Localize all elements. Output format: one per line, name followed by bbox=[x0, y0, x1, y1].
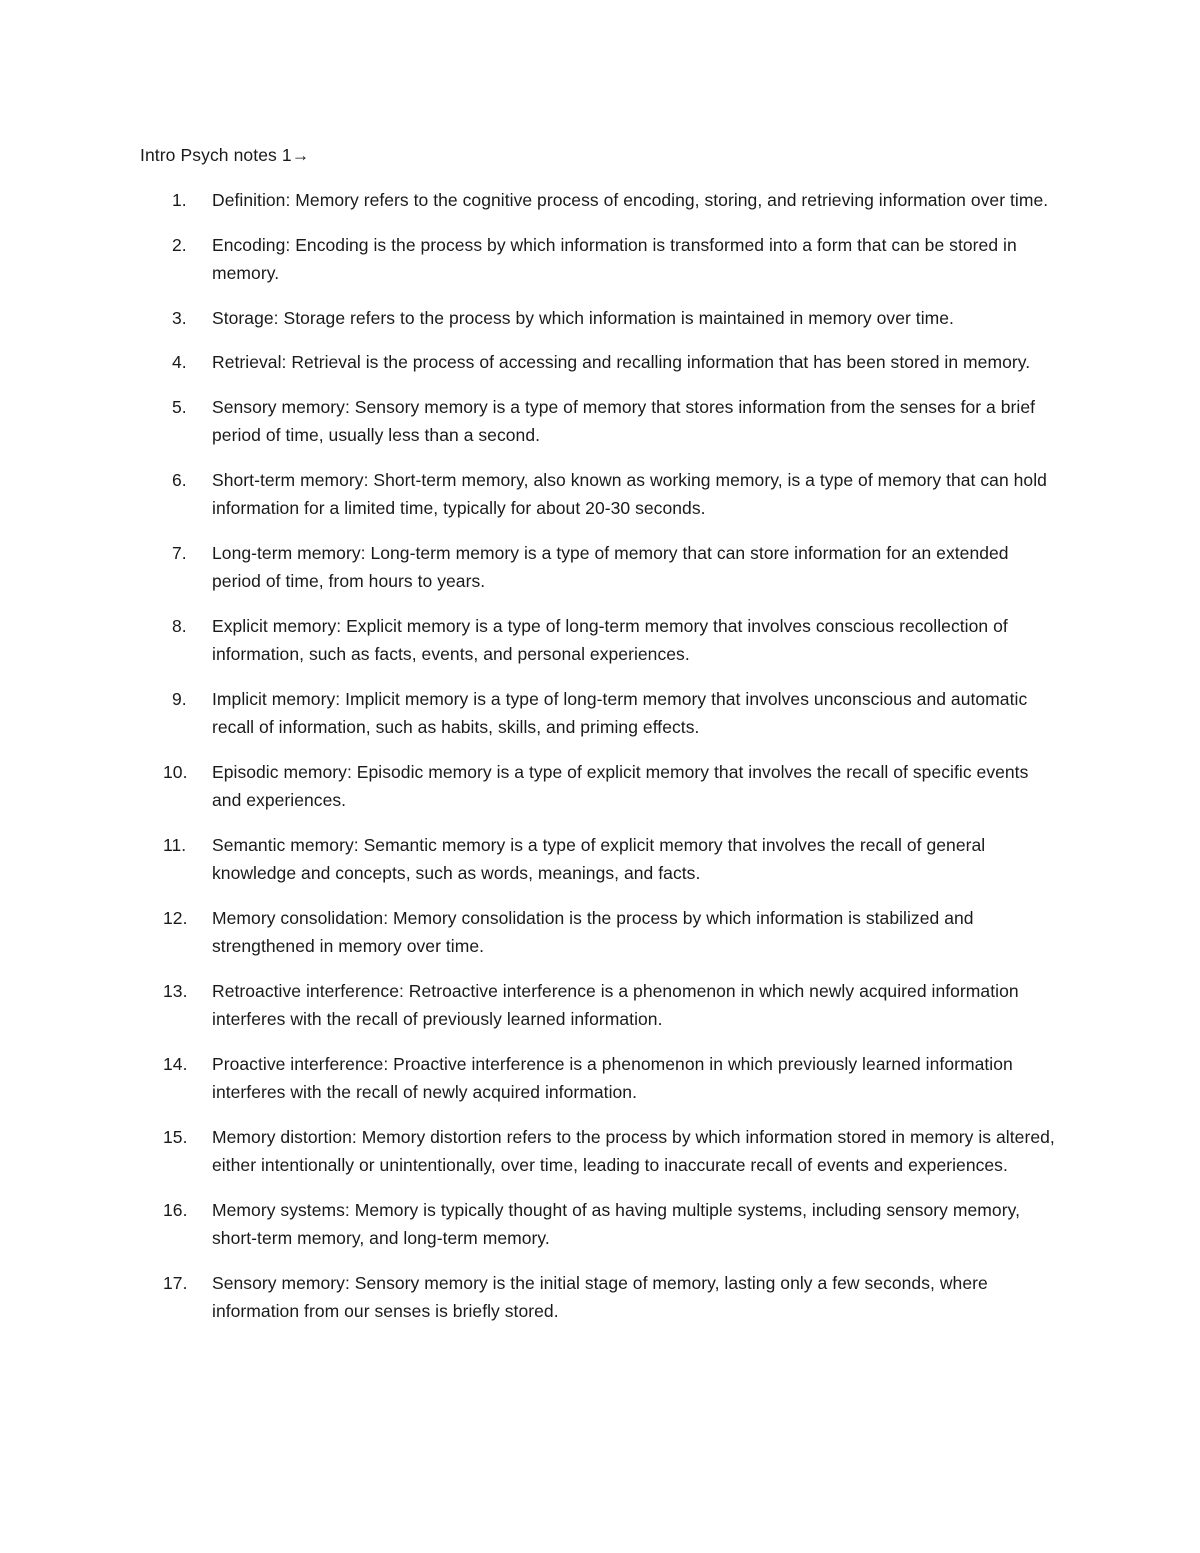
list-item-text: Definition: Memory refers to the cognitive process of encoding, storing, and retrieving information over time. bbox=[212, 190, 1049, 210]
list-item bbox=[140, 904, 1060, 961]
list-item-number: 4. bbox=[172, 352, 187, 372]
list-item-text: Long-term memory: Long-term memory is a type of memory that can store information for an extended period of time, from hours to years. bbox=[212, 542, 1009, 591]
list-item bbox=[140, 304, 1060, 333]
list-item-text: Retroactive interference: Retroactive interference is a phenomenon in which newly acquired information interferes with the recall of previously learned information. bbox=[212, 980, 1019, 1029]
list-item bbox=[140, 1050, 1060, 1107]
list-item-number: 12. bbox=[163, 907, 188, 928]
list-item bbox=[140, 831, 1060, 888]
list-item-text: Short-term memory: Short-term memory, also known as working memory, is a type of memory that can hold information for a limited time, typically for about 20-30 seconds. bbox=[212, 469, 1047, 518]
list-item-number: 2. bbox=[172, 234, 187, 255]
list-item-number: 1. bbox=[172, 190, 187, 210]
list-item-text: Explicit memory: Explicit memory is a type of long-term memory that involves conscious recollection of information, such as facts, events, and personal experiences. bbox=[212, 615, 1008, 664]
list-item-text: Encoding: Encoding is the process by which information is transformed into a form that can be stored in memory. bbox=[212, 234, 1017, 283]
list-item bbox=[140, 758, 1060, 815]
list-item bbox=[140, 393, 1060, 450]
list-item-number: 5. bbox=[172, 396, 187, 417]
list-item-number: 10. bbox=[163, 761, 188, 782]
list-item-number: 11. bbox=[163, 834, 187, 855]
list-item-text: Memory distortion: Memory distortion refers to the process by which information stored in memory is altered, either intentionally or unintentionally, over time, leading to inaccurate recall of events and experiences. bbox=[212, 1126, 1055, 1175]
list-item-number: 3. bbox=[172, 307, 187, 328]
list-item bbox=[140, 348, 1060, 377]
list-item-number: 16. bbox=[163, 1199, 188, 1220]
list-item bbox=[140, 1196, 1060, 1253]
list-item-text: Retrieval: Retrieval is the process of accessing and recalling information that has been stored in memory. bbox=[212, 352, 1031, 372]
list-item bbox=[140, 539, 1060, 596]
list-item-number: 13. bbox=[163, 980, 188, 1001]
list-item bbox=[140, 612, 1060, 669]
list-item-number: 14. bbox=[163, 1053, 188, 1074]
list-item-text: Episodic memory: Episodic memory is a type of explicit memory that involves the recall of specific events and experiences. bbox=[212, 761, 1029, 810]
list-item-text: Storage: Storage refers to the process by which information is maintained in memory over time. bbox=[212, 307, 954, 328]
list-item-number: 8. bbox=[172, 615, 187, 636]
list-item-text: Memory consolidation: Memory consolidation is the process by which information is stabilized and strengthened in memory over time. bbox=[212, 907, 974, 956]
list-item-text: Memory systems: Memory is typically thought of as having multiple systems, including sensory memory, short-term memory, and long-term memory. bbox=[212, 1199, 1020, 1248]
list-item bbox=[140, 231, 1060, 288]
list-item-text: Sensory memory: Sensory memory is a type of memory that stores information from the senses for a brief period of time, usually less than a second. bbox=[212, 396, 1036, 445]
list-item bbox=[140, 186, 1060, 215]
list-item-text: Proactive interference: Proactive interference is a phenomenon in which previously learned information interferes with the recall of newly acquired information. bbox=[212, 1053, 1013, 1102]
list-item-text: Implicit memory: Implicit memory is a type of long-term memory that involves unconscious and automatic recall of information, such as habits, skills, and priming effects. bbox=[212, 688, 1028, 737]
notes-list bbox=[140, 186, 1060, 1342]
list-item-number: 6. bbox=[172, 469, 187, 490]
list-item-number: 15. bbox=[163, 1126, 188, 1147]
list-item-number: 7. bbox=[172, 542, 187, 563]
list-item bbox=[140, 1123, 1060, 1180]
list-item bbox=[140, 977, 1060, 1034]
list-item-number: 9. bbox=[172, 688, 187, 709]
list-item-text: Sensory memory: Sensory memory is the initial stage of memory, lasting only a few seconds, where information from our senses is briefly stored. bbox=[212, 1272, 988, 1321]
list-item bbox=[140, 466, 1060, 523]
list-item bbox=[140, 685, 1060, 742]
list-item bbox=[140, 1269, 1060, 1326]
document-title: Intro Psych notes 1→ bbox=[140, 145, 310, 165]
list-item-text: Semantic memory: Semantic memory is a type of explicit memory that involves the recall of general knowledge and concepts, such as words, meanings, and facts. bbox=[212, 834, 986, 883]
list-item-number: 17. bbox=[163, 1272, 188, 1293]
